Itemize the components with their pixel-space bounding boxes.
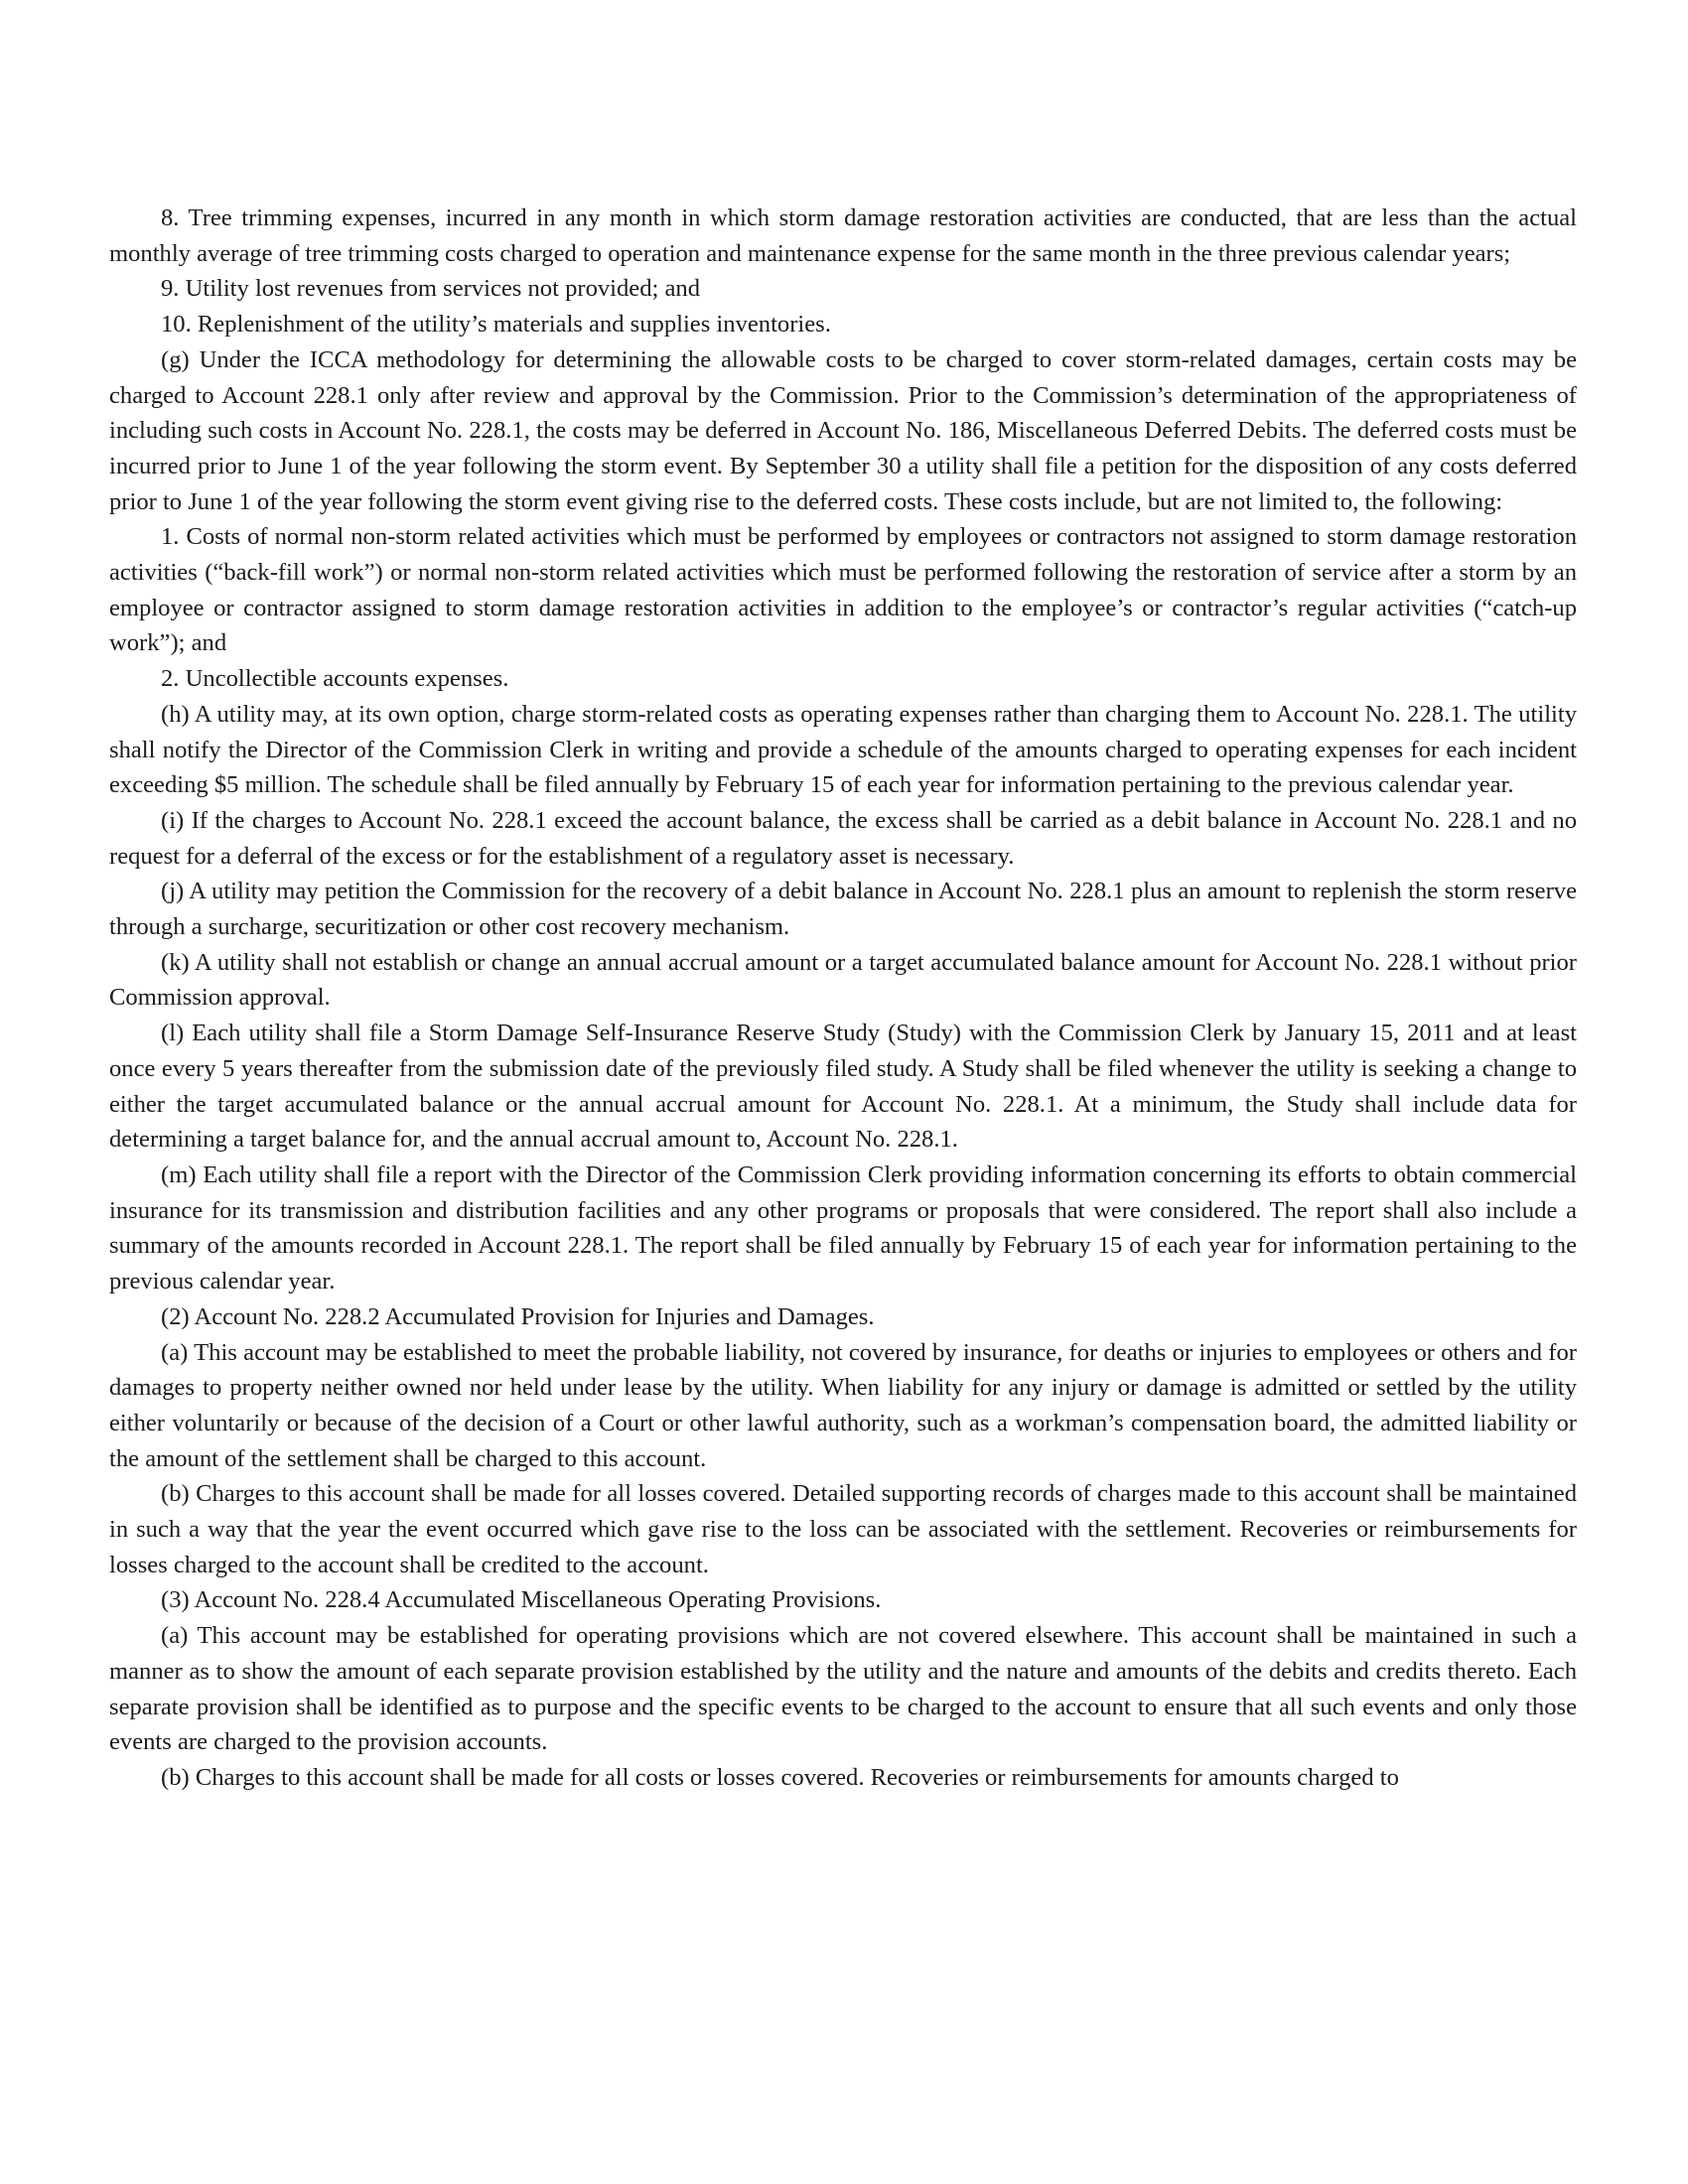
paragraph-228-4-b: (b) Charges to this account shall be made for all costs or losses covered. Recoveries or reimbursements for amounts charged to bbox=[161, 1763, 1399, 1791]
paragraph-j-petition-recovery: (j) A utility may petition the Commission for the recovery of a debit balance in Account No. 228.1 plus an amount to replenish the storm reserve through a surcharge, securitization or other cost recovery mechanism. bbox=[109, 878, 1577, 941]
paragraph-228-2-a: (a) This account may be established to meet the probable liability, not covered by insurance, for deaths or injuries to employees or others and for damages to property neither owned nor held under lease by the utility. When liability for any injury or damage is admitted or settled by the utility either voluntarily or because of the decision of a Court or other lawful authority, such as a workman’s compensation board, the admitted liability or the amount of the settlement shall be charged to this account. bbox=[109, 1338, 1577, 1472]
document-page bbox=[109, 201, 1577, 1796]
section-heading-228-4: (3) Account No. 228.4 Accumulated Miscellaneous Operating Provisions. bbox=[161, 1586, 882, 1614]
paragraph-228-2-b: (b) Charges to this account shall be made for all losses covered. Detailed supporting records of charges made to this account shall be maintained in such a way that the year the event occurred which gave rise to the loss can be associated with the settlement. Recoveries or reimbursements for losses charged to the account shall be credited to the account. bbox=[109, 1480, 1577, 1578]
paragraph-228-4-a: (a) This account may be established for operating provisions which are not covered elsewhere. This account shall be maintained in such a manner as to show the amount of each separate provision established by the utility and the nature and amounts of the debits and credits thereto. Each separate provision shall be identified as to purpose and the specific events to be charged to the account to ensure that all such events and only those events are charged to the provision accounts. bbox=[109, 1622, 1577, 1756]
paragraph-item-1-normal-costs: 1. Costs of normal non-storm related activities which must be performed by employees or contractors not assigned to storm damage restoration activities (“back-fill work”) or normal non-storm related activities which must be performed following the restoration of service after a storm by an employee or contractor assigned to storm damage restoration activities in addition to the employee’s or contractor’s regular activities (“catch-up work”); and bbox=[109, 523, 1577, 657]
paragraph-item-8-tree-trimming: 8. Tree trimming expenses, incurred in any month in which storm damage restoration activities are conducted, that are less than the actual monthly average of tree trimming costs charged to operation and maintenance expense for the same month in the three previous calendar years; bbox=[109, 205, 1577, 267]
paragraph-i-debit-balance: (i) If the charges to Account No. 228.1 exceed the account balance, the excess shall be carried as a debit balance in Account No. 228.1 and no request for a deferral of the excess or for the establishment of a regulatory asset is necessary. bbox=[109, 806, 1577, 870]
paragraph-item-2-uncollectible: 2. Uncollectible accounts expenses. bbox=[161, 665, 509, 693]
paragraph-item-9-lost-revenues: 9. Utility lost revenues from services not provided; and bbox=[161, 275, 700, 303]
section-heading-228-2: (2) Account No. 228.2 Accumulated Provision for Injuries and Damages. bbox=[161, 1302, 875, 1330]
paragraph-l-reserve-study: (l) Each utility shall file a Storm Damage Self-Insurance Reserve Study (Study) with the Commission Clerk by January 15, 2011 and at least once every 5 years thereafter from the submission date of the previously filed study. A Study shall be filed whenever the utility is seeking a change to either the target accumulated balance or the annual accrual amount for Account No. 228.1. At a minimum, the Study shall include data for determining a target balance for, and the annual accrual amount to, Account No. 228.1. bbox=[109, 1020, 1577, 1154]
paragraph-h-operating-expenses: (h) A utility may, at its own option, charge storm-related costs as operating expenses rather than charging them to Account No. 228.1. The utility shall notify the Director of the Commission Clerk in writing and provide a schedule of the amounts charged to operating expenses for each incident exceeding $5 million. The schedule shall be filed annually by February 15 of each year for information pertaining to the previous calendar year. bbox=[109, 700, 1577, 799]
paragraph-item-10-replenishment: 10. Replenishment of the utility’s materials and supplies inventories. bbox=[161, 311, 831, 339]
paragraph-m-insurance-report: (m) Each utility shall file a report with the Director of the Commission Clerk providing information concerning its efforts to obtain commercial insurance for its transmission and distribution facilities and any other programs or proposals that were considered. The report shall also include a summary of the amounts recorded in Account 228.1. The report shall be filed annually by February 15 of each year for information pertaining to the previous calendar year. bbox=[109, 1160, 1577, 1296]
paragraph-g-icca-methodology: (g) Under the ICCA methodology for determining the allowable costs to be charged to cover storm-related damages, certain costs may be charged to Account 228.1 only after review and approval by the Commission. Prior to the Commission’s determination of the appropriateness of including such costs in Account No. 228.1, the costs may be deferred in Account No. 186, Miscellaneous Deferred Debits. The deferred costs must be incurred prior to June 1 of the year following the storm event. By September 30 a utility shall file a petition for the disposition of any costs deferred prior to June 1 of the year following the storm event giving rise to the deferred costs. These costs include, but are not limited to, the following: bbox=[109, 345, 1577, 515]
paragraph-k-accrual-approval: (k) A utility shall not establish or change an annual accrual amount or a target accumulated balance amount for Account No. 228.1 without prior Commission approval. bbox=[109, 948, 1577, 1012]
